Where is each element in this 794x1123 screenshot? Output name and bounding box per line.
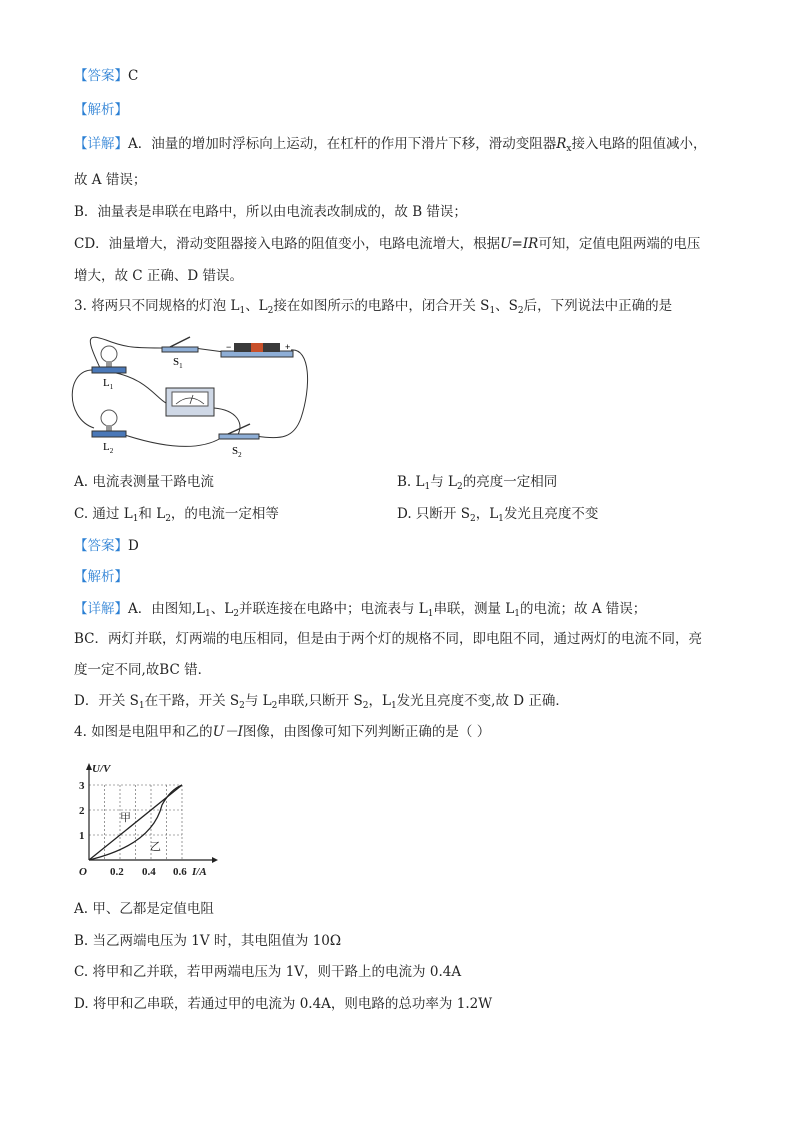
stem-text: 、S bbox=[495, 298, 518, 314]
stem-text: 接在如图所示的电路中，闭合开关 S bbox=[273, 298, 490, 314]
sub: 1 bbox=[239, 306, 246, 316]
y-tick-1: 1 bbox=[79, 830, 85, 842]
answer-value: C bbox=[128, 68, 139, 84]
sub: 1 bbox=[489, 306, 496, 316]
detail-text: 的电流；故 A 错误； bbox=[519, 601, 647, 617]
answer-tag: 【答案】 bbox=[74, 68, 128, 84]
battery-pos: + bbox=[285, 342, 291, 352]
x-tick-0.6: 0.6 bbox=[173, 866, 187, 878]
q4-option-b: B. 当乙两端电压为 1V 时，其电阻值为 10Ω bbox=[74, 933, 342, 949]
label-jia: 甲 bbox=[120, 812, 131, 824]
opt-text: B. L bbox=[397, 474, 425, 490]
sub: 2 bbox=[239, 701, 245, 711]
detail-text: 可知，定值电阻两端的电压 bbox=[538, 236, 701, 252]
x-tick-0.4: 0.4 bbox=[142, 866, 156, 878]
x-tick-0.2: 0.2 bbox=[110, 866, 124, 878]
y-tick-2: 2 bbox=[79, 805, 85, 817]
sub: 2 bbox=[456, 482, 463, 492]
stem-text: 将两只不同规格的灯泡 L bbox=[91, 298, 240, 314]
answer-tag: 【答案】 bbox=[74, 538, 128, 554]
answer-value: D bbox=[128, 538, 139, 554]
analysis-tag: 【解析】 bbox=[74, 102, 128, 118]
sub: 2 bbox=[267, 306, 274, 316]
y-tick-3: 3 bbox=[79, 780, 85, 792]
detail-tag: 【详解】 bbox=[74, 136, 128, 152]
wire bbox=[116, 432, 221, 446]
sub: 2 bbox=[233, 609, 239, 619]
detail-text: CD．油量增大，滑动变阻器接入电路的阻值变小，电路电流增大，根据 bbox=[74, 236, 501, 252]
detail-text: 、L bbox=[210, 601, 234, 617]
detail-text: D．开关 S bbox=[74, 693, 139, 709]
q2-answer-line bbox=[74, 66, 138, 86]
wire bbox=[72, 370, 94, 428]
origin-label: O bbox=[79, 866, 87, 878]
formula: U=IR bbox=[500, 236, 539, 252]
var-r: R bbox=[556, 136, 567, 152]
detail-text: 发光且亮度不变,故 D 正确． bbox=[396, 693, 569, 709]
opt-text: 与 L bbox=[430, 474, 457, 490]
stem-text: 、L bbox=[245, 298, 268, 314]
formula: U－I bbox=[212, 724, 243, 740]
q3-option-b bbox=[397, 472, 557, 492]
sub: 1 bbox=[390, 701, 397, 711]
stem-text: 后，下列说法中正确的是 bbox=[523, 298, 673, 314]
wire bbox=[256, 350, 308, 438]
q2-analysis-line bbox=[74, 100, 128, 120]
q3-answer-line bbox=[74, 536, 139, 556]
sub: 1 bbox=[424, 482, 431, 492]
label-l2: $L_2$ bbox=[103, 441, 114, 455]
stem-text: 如图是电阻甲和乙的 bbox=[91, 724, 213, 740]
sub: 1 bbox=[427, 609, 434, 619]
label-l1: $L_1$ bbox=[103, 377, 114, 391]
q2-detail-a bbox=[74, 134, 707, 154]
detail-text: 与 L bbox=[244, 693, 272, 709]
ammeter bbox=[166, 388, 214, 416]
question-number: 3. bbox=[74, 298, 87, 314]
q3-detail-1 bbox=[74, 599, 646, 619]
x-axis-label: I/A bbox=[192, 866, 207, 878]
q3-detail-4 bbox=[74, 691, 569, 711]
battery-neg: − bbox=[226, 342, 232, 352]
label-yi: 乙 bbox=[150, 841, 161, 853]
sub: 2 bbox=[165, 514, 171, 524]
q3-option-a: A. 电流表测量干路电流 bbox=[74, 474, 214, 490]
q3-analysis-line bbox=[74, 567, 128, 587]
q4-stem bbox=[74, 722, 490, 742]
q3-detail-2: BC．两灯并联，灯两端的电压相同，但是由于两个灯的规格不同，即电阻不同，通过两灯的电流不同，亮 bbox=[74, 631, 702, 647]
opt-text: ，的电流一定相等 bbox=[170, 506, 279, 522]
sub: 1 bbox=[205, 609, 211, 619]
sub: 1 bbox=[514, 609, 520, 619]
q2-detail-cd bbox=[74, 234, 700, 254]
sub: 1 bbox=[138, 701, 145, 711]
label-s2: $S_2$ bbox=[232, 445, 242, 459]
x-axis-arrow bbox=[212, 857, 218, 863]
q2-detail-cd2: 增大，故 C 正确、D 错误。 bbox=[74, 268, 244, 284]
label-s1: $S_1$ bbox=[173, 356, 183, 370]
sub: 1 bbox=[132, 514, 139, 524]
detail-text: 串联,只断开 S bbox=[277, 693, 363, 709]
circuit-diagram bbox=[66, 328, 316, 466]
q4-option-a: A. 甲、乙都是定值电阻 bbox=[74, 901, 214, 917]
battery bbox=[221, 343, 293, 357]
q2-detail-b: B．油量表是串联在电路中，所以由电流表改制成的，故 B 错误； bbox=[74, 204, 467, 220]
opt-text: 和 L bbox=[138, 506, 166, 522]
detail-text: 并联连接在电路中；电流表与 L bbox=[238, 601, 428, 617]
detail-text: A．油量的增加时浮标向上运动，在杠杆的作用下滑片下移，滑动变阻器 bbox=[128, 136, 557, 152]
q3-option-d bbox=[397, 504, 598, 524]
u-i-graph bbox=[72, 760, 222, 880]
opt-text: 的亮度一定相同 bbox=[462, 474, 558, 490]
sub: 2 bbox=[517, 306, 524, 316]
lamp-l1 bbox=[92, 346, 126, 373]
detail-text: 在干路，开关 S bbox=[144, 693, 240, 709]
opt-text: D. 只断开 S bbox=[397, 506, 470, 522]
q4-option-c: C. 将甲和乙并联，若甲两端电压为 1V，则干路上的电流为 0.4A bbox=[74, 964, 462, 980]
opt-text: ，L bbox=[475, 506, 499, 522]
sub: 2 bbox=[362, 701, 369, 711]
sub: 2 bbox=[271, 701, 278, 711]
q3-detail-3: 度一定不同,故BC 错． bbox=[74, 662, 212, 678]
detail-text: A．由图知,L bbox=[128, 601, 206, 617]
detail-text: 串联，测量 L bbox=[433, 601, 515, 617]
q2-detail-a2: 故 A 错误； bbox=[74, 172, 147, 188]
analysis-tag: 【解析】 bbox=[74, 569, 128, 585]
opt-text: C. 通过 L bbox=[74, 506, 133, 522]
y-axis-label: U/V bbox=[92, 763, 111, 775]
q3-option-c bbox=[74, 504, 279, 524]
detail-text: ，L bbox=[368, 693, 391, 709]
switch-s1 bbox=[162, 337, 198, 352]
var-r-sub: x bbox=[566, 144, 572, 154]
detail-text: 接入电路的阻值减小， bbox=[571, 136, 707, 152]
stem-text: 图像，由图像可知下列判断正确的是（ ） bbox=[242, 724, 491, 740]
detail-tag: 【详解】 bbox=[74, 601, 128, 617]
sub: 1 bbox=[498, 514, 504, 524]
wire bbox=[111, 372, 166, 403]
lamp-l2 bbox=[92, 410, 126, 437]
sub: 2 bbox=[469, 514, 476, 524]
q3-stem bbox=[74, 296, 672, 316]
opt-text: 发光且亮度不变 bbox=[503, 506, 599, 522]
question-number: 4. bbox=[74, 724, 87, 740]
q4-option-d: D. 将甲和乙串联，若通过甲的电流为 0.4A，则电路的总功率为 1.2W bbox=[74, 996, 493, 1012]
